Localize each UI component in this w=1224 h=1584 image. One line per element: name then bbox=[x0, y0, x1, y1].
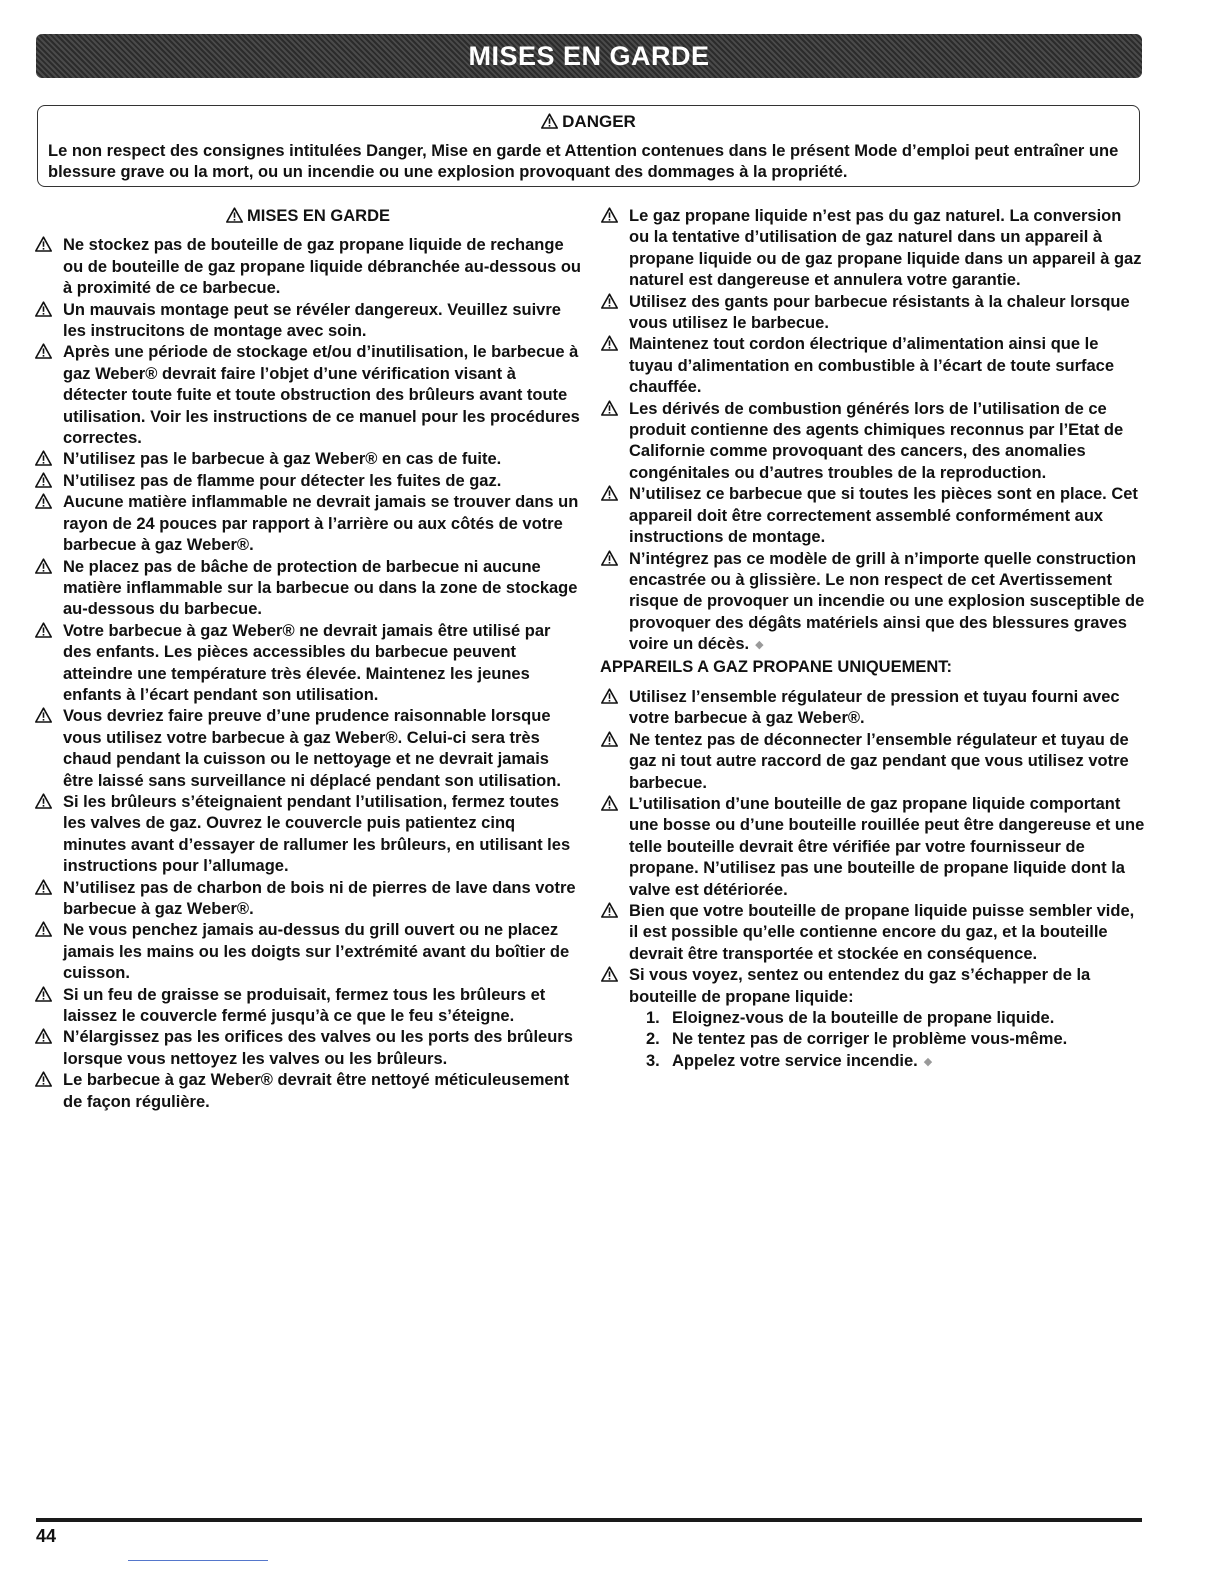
warning-triangle-icon bbox=[35, 1028, 52, 1044]
warning-triangle-icon bbox=[35, 1071, 52, 1087]
left-column bbox=[34, 206, 582, 1113]
warning-item bbox=[34, 300, 582, 343]
warning-item-text: N’utilisez pas de flamme pour détecter les fuites de gaz. bbox=[63, 471, 502, 490]
warning-item bbox=[34, 1027, 582, 1070]
warning-item-text: Les dérivés de combustion générés lors de l’utilisation de ce produit contienne des agents chimiques reconnus par l’Etat de Californie comme provoquant des cancers, des anomalies congénitales ou d’autres troubles de la reproduction. bbox=[629, 399, 1124, 482]
step-item bbox=[646, 1008, 1145, 1029]
warning-item bbox=[34, 449, 582, 470]
warning-triangle-icon bbox=[601, 207, 618, 223]
warning-item bbox=[600, 484, 1145, 548]
warning-item bbox=[34, 471, 582, 492]
step-number: 1. bbox=[646, 1009, 660, 1028]
warning-item bbox=[34, 920, 582, 984]
warning-item bbox=[34, 792, 582, 878]
warning-item-text: Après une période de stockage et/ou d’inutilisation, le barbecue à gaz Weber® devrait faire l’objet d’une vérification visant à détecter toute fuite et toute obstruction des brûleurs avant toute utilisation. Voir les instructions de ce manuel pour les procédures correctes. bbox=[63, 343, 580, 448]
warning-item bbox=[34, 492, 582, 556]
warning-triangle-icon bbox=[35, 986, 52, 1002]
propane-warnings-list bbox=[600, 687, 1145, 1008]
warning-triangle-icon bbox=[601, 293, 618, 309]
warning-item-text: Si un feu de graisse se produisait, fermez tous les brûleurs et laissez le couvercle fermé jusqu’à ce que le feu s’éteigne. bbox=[63, 985, 546, 1026]
warning-item bbox=[600, 206, 1145, 292]
warning-item-text: Le gaz propane liquide n’est pas du gaz naturel. La conversion ou la tentative d’utilisation de gaz naturel dans un appareil à propane liquide ou de gaz propane liquide dans un appareil à gaz naturel est dangereuse et annulera votre garantie. bbox=[629, 207, 1142, 290]
warning-item-text: N’utilisez pas le barbecue à gaz Weber® en cas de fuite. bbox=[63, 450, 502, 469]
warning-item-text: Aucune matière inflammable ne devrait jamais se trouver dans un rayon de 24 pouces par rapport à l’arrière ou aux côtés de votre barbecue à gaz Weber®. bbox=[63, 493, 579, 555]
warning-item bbox=[34, 342, 582, 449]
warning-item-text: N’utilisez ce barbecue que si toutes les pièces sont en place. Cet appareil doit être correctement assemblé conformément aux instructions de montage. bbox=[629, 485, 1138, 547]
end-mark-icon: ◆ bbox=[923, 1055, 933, 1068]
warning-triangle-icon bbox=[35, 793, 52, 809]
warning-item-text: Ne vous penchez jamais au-dessus du grill ouvert ou ne placez jamais les mains ou les doigts sur l’extrémité avant du boîtier de cuisson. bbox=[63, 921, 570, 983]
warning-triangle-icon bbox=[601, 731, 618, 747]
page-number: 44 bbox=[36, 1526, 57, 1546]
danger-heading-text: DANGER bbox=[562, 112, 636, 131]
footer-underline bbox=[128, 1560, 268, 1561]
warning-item-text: Ne tentez pas de déconnecter l’ensemble régulateur et tuyau de gaz ni tout autre raccord de gaz pendant que vous utilisez votre barbecue. bbox=[629, 730, 1129, 792]
warning-triangle-icon bbox=[35, 921, 52, 937]
warning-triangle-icon bbox=[601, 485, 618, 501]
step-item bbox=[646, 1051, 1145, 1073]
section-banner bbox=[36, 34, 1142, 78]
warning-item-text: N’intégrez pas ce modèle de grill à n’importe quelle construction encastrée ou à glissière. Le non respect de cet Avertissement risque de provoquer un incendie ou une explosion susceptible de provoquer des dégâts matériels ainsi que des blessures graves voire un décès. bbox=[629, 549, 1145, 654]
warning-item-text: Votre barbecue à gaz Weber® ne devrait jamais être utilisé par des enfants. Les pièces accessibles du barbecue peuvent atteindre une température très élevée. Maintenez les jeunes enfants à l’écart pendant son utilisation. bbox=[63, 621, 551, 704]
warning-item bbox=[600, 399, 1145, 485]
warnings-section-title bbox=[34, 206, 582, 227]
warning-triangle-icon bbox=[35, 450, 52, 466]
warning-triangle-icon bbox=[35, 301, 52, 317]
warning-item bbox=[34, 985, 582, 1028]
danger-text: Le non respect des consignes intitulées Danger, Mise en garde et Attention contenues dans le présent Mode d’emploi peut entraîner une blessure grave ou la mort, ou un incendie ou une explosion provoquant des dommages à la propriété. bbox=[48, 142, 1119, 181]
warning-item bbox=[34, 235, 582, 299]
right-column bbox=[600, 206, 1145, 1073]
propane-section-title: APPAREILS A GAZ PROPANE UNIQUEMENT: bbox=[600, 657, 953, 676]
banner-title: MISES EN GARDE bbox=[468, 40, 710, 71]
warning-item-text: Le barbecue à gaz Weber® devrait être nettoyé méticuleusement de façon régulière. bbox=[63, 1071, 570, 1111]
warning-item-text: Si vous voyez, sentez ou entendez du gaz s’échapper de la bouteille de propane liquide: bbox=[629, 966, 1091, 1006]
step-text: Appelez votre service incendie. bbox=[672, 1051, 918, 1070]
warning-triangle-icon bbox=[601, 550, 618, 566]
step-number: 2. bbox=[646, 1030, 660, 1049]
step-number: 3. bbox=[646, 1051, 660, 1070]
warnings-list bbox=[34, 235, 582, 1113]
warning-triangle-icon bbox=[601, 966, 618, 982]
warning-triangle-icon bbox=[226, 207, 243, 223]
warning-triangle-icon bbox=[601, 335, 618, 351]
end-mark-icon: ◆ bbox=[755, 639, 764, 652]
warning-item bbox=[34, 557, 582, 621]
danger-heading bbox=[48, 112, 1129, 132]
warning-item-text: Utilisez des gants pour barbecue résistants à la chaleur lorsque vous utilisez le barbecue. bbox=[629, 292, 1130, 333]
warning-item-text: Ne stockez pas de bouteille de gaz propane liquide de rechange ou de bouteille de gaz propane liquide débranchée au-dessous ou à proximité de ce barbecue. bbox=[63, 236, 581, 298]
warning-triangle-icon bbox=[35, 879, 52, 895]
warning-item-text: N’élargissez pas les orifices des valves ou les ports des brûleurs lorsque vous nettoyez les valves ou les brûleurs. bbox=[63, 1028, 573, 1068]
warning-item bbox=[600, 730, 1145, 794]
step-item bbox=[646, 1029, 1145, 1050]
warning-item bbox=[34, 878, 582, 921]
warning-triangle-icon bbox=[601, 688, 618, 704]
warning-triangle-icon bbox=[601, 795, 618, 811]
warning-triangle-icon bbox=[35, 493, 52, 509]
warning-triangle-icon bbox=[35, 707, 52, 723]
warning-triangle-icon bbox=[601, 400, 618, 416]
warning-item-text: Utilisez l’ensemble régulateur de pression et tuyau fourni avec votre barbecue à gaz Weber®. bbox=[629, 687, 1120, 728]
warning-item-text: Bien que votre bouteille de propane liquide puisse sembler vide, il est possible qu’elle contienne encore du gaz, et la bouteille devrait être transportée et stockée en conséquence. bbox=[629, 902, 1135, 963]
warning-triangle-icon bbox=[35, 558, 52, 574]
warning-item bbox=[600, 334, 1145, 398]
warning-item bbox=[600, 549, 1145, 657]
warning-triangle-icon bbox=[35, 622, 52, 638]
warning-item bbox=[34, 621, 582, 707]
warning-triangle-icon bbox=[35, 343, 52, 359]
gas-leak-steps bbox=[600, 1008, 1145, 1073]
warning-triangle-icon bbox=[601, 902, 618, 918]
warning-item-text: N’utilisez pas de charbon de bois ni de pierres de lave dans votre barbecue à gaz Weber®. bbox=[63, 878, 576, 918]
warning-item bbox=[600, 794, 1145, 901]
step-text: Ne tentez pas de corriger le problème vous-même. bbox=[672, 1030, 1068, 1049]
warning-item-text: Maintenez tout cordon électrique d’alimentation ainsi que le tuyau d’alimentation en combustible à l’écart de toute surface chauffée. bbox=[629, 335, 1115, 397]
warning-item-text: L’utilisation d’une bouteille de gaz propane liquide comportant une bosse ou d’une bouteille rouillée peut être dangereuse et une telle bouteille devrait être vérifiée par votre fournisseur de propane. N’utilisez pas une bouteille de propane liquide dont la valve est détériorée. bbox=[629, 794, 1145, 899]
warnings-list-continued bbox=[600, 206, 1145, 657]
warning-item bbox=[34, 706, 582, 792]
step-text: Eloignez-vous de la bouteille de propane liquide. bbox=[672, 1009, 1055, 1028]
warning-triangle-icon bbox=[35, 472, 52, 488]
warning-item bbox=[34, 1070, 582, 1113]
footer-rule bbox=[36, 1518, 1142, 1522]
warning-item-text: Un mauvais montage peut se révéler dangereux. Veuillez suivre les instrucitons de montage avec soin. bbox=[63, 300, 561, 341]
warning-item-text: Vous devriez faire preuve d’une prudence raisonnable lorsque vous utilisez votre barbecue à gaz Weber®. Celui-ci sera très chaud pendant la cuisson ou le nettoyage et ne devrait jamais être laissé sans surveillance ni déplacé pendant son utilisation. bbox=[63, 707, 561, 790]
warning-item-text: Ne placez pas de bâche de protection de barbecue ni aucune matière inflammable sur la barbecue ou dans la zone de stockage au-dessous du barbecue. bbox=[63, 557, 578, 619]
danger-box bbox=[37, 105, 1140, 187]
warning-item bbox=[600, 292, 1145, 335]
warnings-section-title-text: MISES EN GARDE bbox=[246, 207, 391, 225]
warning-item bbox=[600, 687, 1145, 730]
warning-item bbox=[600, 965, 1145, 1008]
warning-triangle-icon bbox=[35, 236, 52, 252]
warning-item-text: Si les brûleurs s’éteignaient pendant l’utilisation, fermez toutes les valves de gaz. Ouvrez le couvercle puis patientez cinq minutes avant d’essayer de rallumer les brûleurs, en utilisant les instructions pour l’allumage. bbox=[63, 792, 571, 876]
warning-item bbox=[600, 901, 1145, 965]
warning-triangle-icon bbox=[541, 113, 558, 129]
